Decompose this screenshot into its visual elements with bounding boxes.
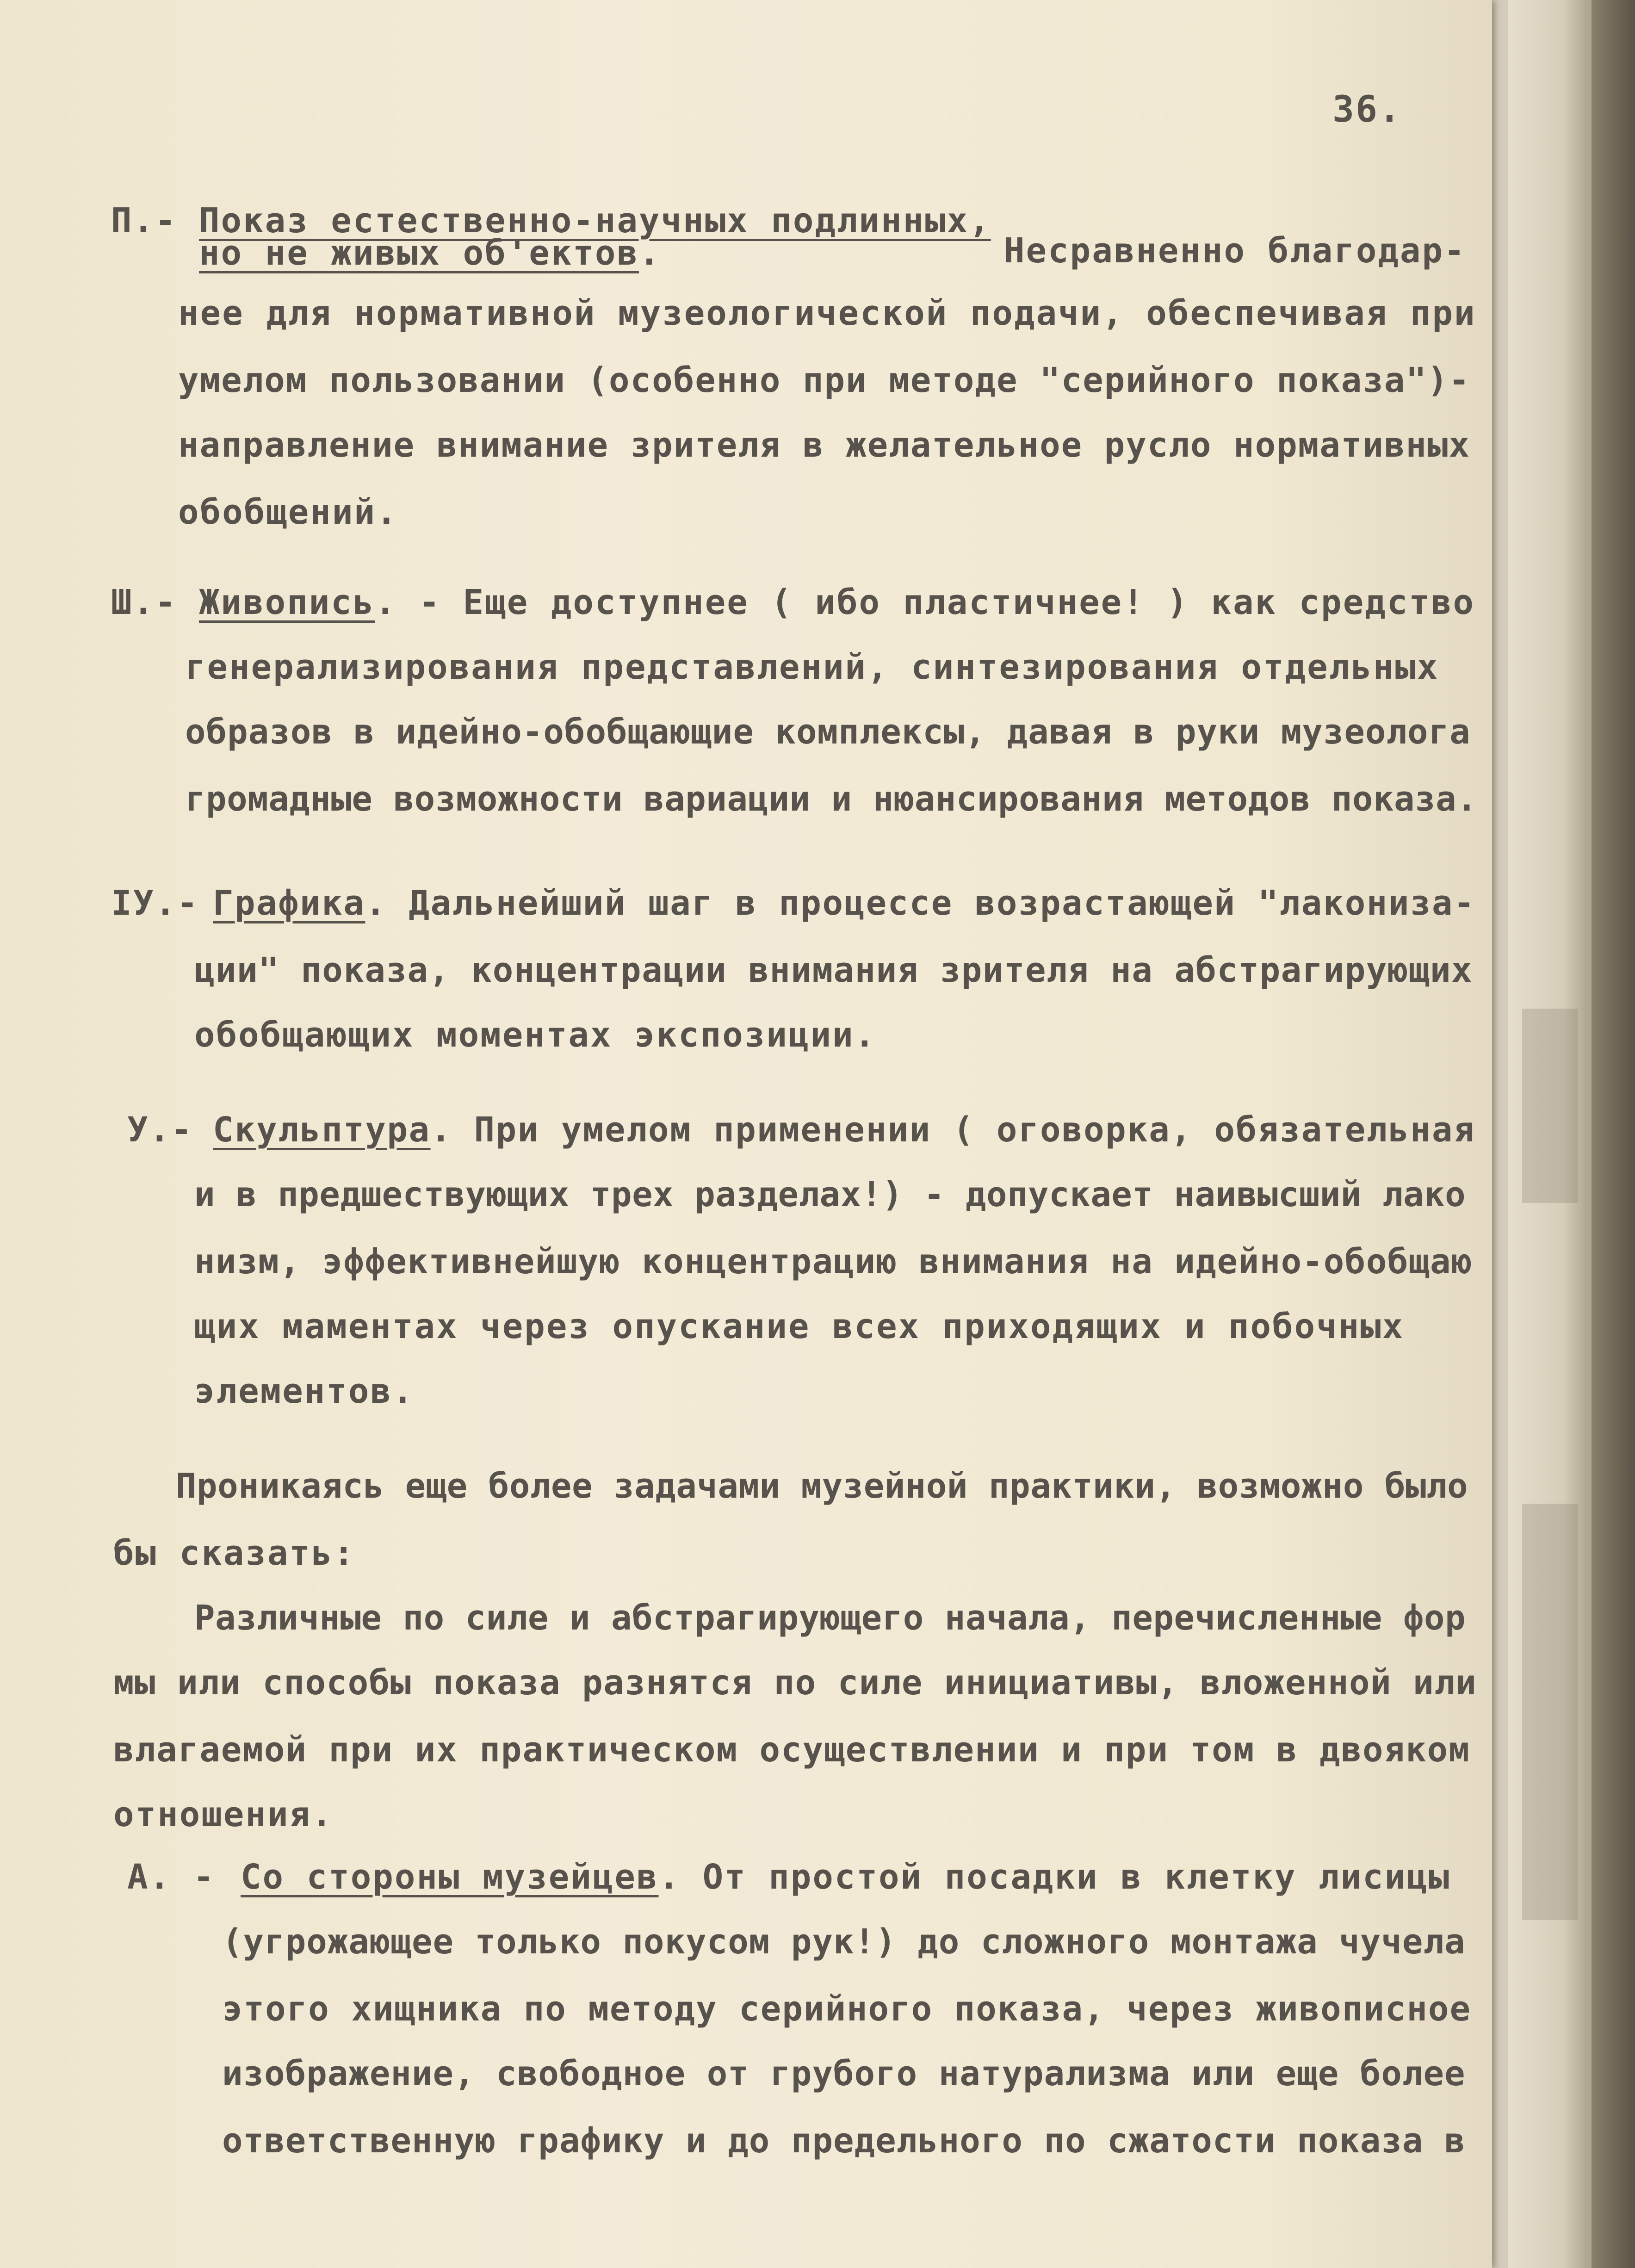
text-line: генерализирования представлений, синтезирования отдельных: [185, 647, 1439, 687]
text-line: обобщающих моментах экспозиции.: [194, 1015, 877, 1055]
text-line: . - Еще доступнее ( ибо пластичнее! ) как средство: [375, 582, 1475, 622]
text-line: щих маментах через опускание всех приходящих и побочных: [194, 1307, 1405, 1346]
text-line: (угрожающее только покусом рук!) до сложного монтажа чучела: [222, 1922, 1466, 1962]
text-line: мы или способы показа разнятся по силе инициативы, вложенной или: [113, 1663, 1477, 1703]
page-stack-shadow: [1592, 0, 1635, 2268]
text-line: . От простой посадки в клетку лисицы: [658, 1857, 1451, 1897]
text-line: изображение, свободное от грубого натурализма или еще более: [222, 2054, 1466, 2094]
text-line: Проникаясь еще более задачами музейной практики, возможно было: [176, 1466, 1468, 1506]
text-line: образов в идейно-обобщающие комплексы, давая в руки музеолога: [185, 712, 1471, 752]
section-heading: Графика: [213, 883, 365, 923]
text-line: элементов.: [194, 1371, 415, 1411]
text-line: бы сказать:: [113, 1533, 356, 1573]
text-line: громадные возможности вариации и нюансирования методов показа.: [185, 779, 1478, 819]
section-marker: Ш.-: [111, 582, 177, 622]
text-line: влагаемой при их практическом осуществлении и при том в двояком: [113, 1730, 1470, 1770]
section-heading: Показ естественно-научных подлинных,: [199, 201, 991, 241]
text-line: . При умелом применении ( оговорка, обязательная: [430, 1110, 1476, 1150]
text-line: обобщений.: [178, 492, 398, 532]
section-marker: У.-: [127, 1110, 193, 1150]
text-line: низм, эффективнейшую концентрацию внимания на идейно-обобщаю: [194, 1242, 1473, 1282]
text-line: Несравненно благодар-: [1004, 231, 1466, 271]
section-heading: Живопись: [199, 582, 375, 622]
section-heading: Скульптура: [213, 1110, 431, 1150]
section-marker: П.-: [111, 201, 177, 241]
section-heading: но не живых об'ектов: [199, 233, 639, 273]
text-line: . Дальнейший шаг в процессе возрастающей "лакониза-: [365, 883, 1476, 923]
text-line: направление внимание зрителя в желательное русло нормативных: [178, 425, 1471, 465]
section-marker: IУ.-: [111, 883, 199, 923]
paper-fold: [1522, 1504, 1578, 1920]
text-line: ответственную графику и до предельного по сжатости показа в: [222, 2121, 1466, 2161]
text-line: .: [639, 233, 661, 273]
text-line: отношения.: [113, 1795, 334, 1834]
section-marker: А. -: [127, 1857, 216, 1897]
text-line: и в предшествующих трех разделах!) - допускает наивысший лако: [194, 1175, 1466, 1215]
text-line: умелом пользовании (особенно при методе "серийного показа")-: [178, 360, 1471, 400]
text-line: Различные по силе и абстрагирующего начала, перечисленные фор: [194, 1598, 1466, 1638]
text-line: этого хищника по методу серийного показа, через живописное: [222, 1989, 1472, 2029]
page-number: 36.: [1332, 89, 1402, 130]
text-line: нее для нормативной музеологической подачи, обеспечивая при: [178, 293, 1476, 333]
section-heading: Со стороны музейцев: [241, 1857, 659, 1897]
paper-fold: [1522, 1009, 1578, 1203]
text-line: ции" показа, концентрации внимания зрителя на абстрагирующих: [194, 950, 1473, 990]
